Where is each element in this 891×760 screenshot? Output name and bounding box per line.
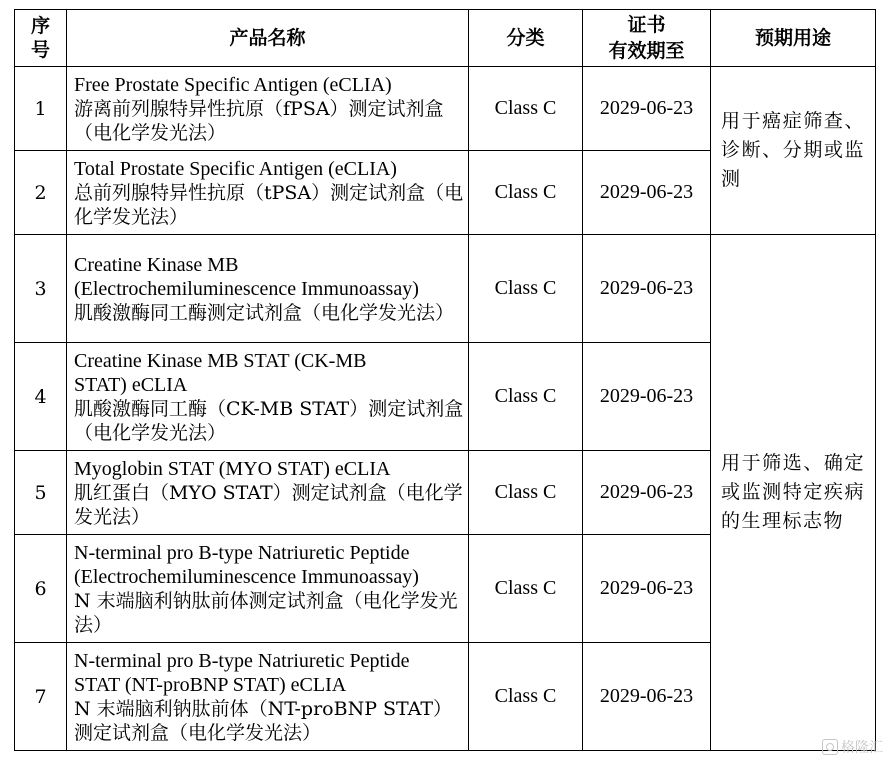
watermark-logo-icon bbox=[822, 739, 838, 755]
product-name bbox=[67, 643, 469, 751]
product-name bbox=[67, 535, 469, 643]
category-value: Class C bbox=[469, 343, 583, 451]
category-value: Class C bbox=[469, 451, 583, 535]
cert-date: 2029-06-23 bbox=[583, 67, 711, 151]
product-name bbox=[67, 451, 469, 535]
product-name bbox=[67, 343, 469, 451]
product-name-en: N-terminal pro B-type Natriuretic Peptide bbox=[74, 541, 410, 564]
product-name-cn: N 末端脑利钠肽前体（NT-proBNP STAT）测定试剂盒（电化学发光法） bbox=[74, 697, 453, 744]
category-value: Class C bbox=[469, 235, 583, 343]
registration-table bbox=[14, 9, 876, 751]
product-name-en: Myoglobin STAT (MYO STAT) eCLIA bbox=[74, 457, 391, 480]
product-name-en: Free Prostate Specific Antigen (eCLIA) bbox=[74, 73, 392, 96]
product-name-cn: 肌红蛋白（MYO STAT）测定试剂盒（电化学发光法） bbox=[74, 481, 463, 528]
category-value: Class C bbox=[469, 643, 583, 751]
row-number: 7 bbox=[15, 643, 67, 751]
category-value: Class C bbox=[469, 67, 583, 151]
product-name-cn: N 末端脑利钠肽前体测定试剂盒（电化学发光法） bbox=[74, 589, 458, 636]
header-product-name: 产品名称 bbox=[67, 10, 469, 67]
product-name-cn: 肌酸激酶同工酶测定试剂盒（电化学发光法） bbox=[74, 301, 455, 324]
cert-date: 2029-06-23 bbox=[583, 151, 711, 235]
cert-date: 2029-06-23 bbox=[583, 343, 711, 451]
product-name-en: Creatine Kinase MB bbox=[74, 253, 239, 276]
header-row bbox=[15, 10, 876, 67]
product-name-en: (Electrochemiluminescence Immunoassay) bbox=[74, 277, 419, 300]
header-seq: 序 号 bbox=[15, 10, 67, 67]
product-name-cn: 总前列腺特异性抗原（tPSA）测定试剂盒（电化学发光法） bbox=[74, 181, 464, 228]
row-number: 1 bbox=[15, 67, 67, 151]
row-number: 2 bbox=[15, 151, 67, 235]
watermark bbox=[822, 737, 883, 757]
product-name-cn: 肌酸激酶同工酶（CK-MB STAT）测定试剂盒（电化学发光法） bbox=[74, 397, 464, 444]
row-number: 3 bbox=[15, 235, 67, 343]
product-name bbox=[67, 151, 469, 235]
cert-date: 2029-06-23 bbox=[583, 235, 711, 343]
category-value: Class C bbox=[469, 535, 583, 643]
watermark-text: 格隆汇 bbox=[841, 740, 883, 756]
product-name bbox=[67, 235, 469, 343]
table-row bbox=[15, 67, 876, 151]
intended-use-cancer: 用于癌症筛查、诊断、分期或监测 bbox=[711, 67, 876, 235]
product-name-en: Creatine Kinase MB STAT (CK-MB bbox=[74, 349, 367, 372]
product-name-en: STAT) eCLIA bbox=[74, 373, 188, 396]
row-number: 4 bbox=[15, 343, 67, 451]
product-name-en: N-terminal pro B-type Natriuretic Peptide bbox=[74, 649, 410, 672]
header-cert-valid: 证书 有效期至 bbox=[583, 10, 711, 67]
cert-date: 2029-06-23 bbox=[583, 535, 711, 643]
product-name-en: (Electrochemiluminescence Immunoassay) bbox=[74, 565, 419, 588]
cert-date: 2029-06-23 bbox=[583, 643, 711, 751]
header-category: 分类 bbox=[469, 10, 583, 67]
intended-use-biomarker: 用于筛选、确定或监测特定疾病的生理标志物 bbox=[711, 235, 876, 751]
table-row bbox=[15, 235, 876, 343]
product-name-en: STAT (NT-proBNP STAT) eCLIA bbox=[74, 673, 347, 696]
row-number: 5 bbox=[15, 451, 67, 535]
category-value: Class C bbox=[469, 151, 583, 235]
row-number: 6 bbox=[15, 535, 67, 643]
product-name-cn: 游离前列腺特异性抗原（fPSA）测定试剂盒（电化学发光法） bbox=[74, 97, 444, 144]
product-name bbox=[67, 67, 469, 151]
header-intended-use: 预期用途 bbox=[711, 10, 876, 67]
product-name-en: Total Prostate Specific Antigen (eCLIA) bbox=[74, 157, 397, 180]
cert-date: 2029-06-23 bbox=[583, 451, 711, 535]
